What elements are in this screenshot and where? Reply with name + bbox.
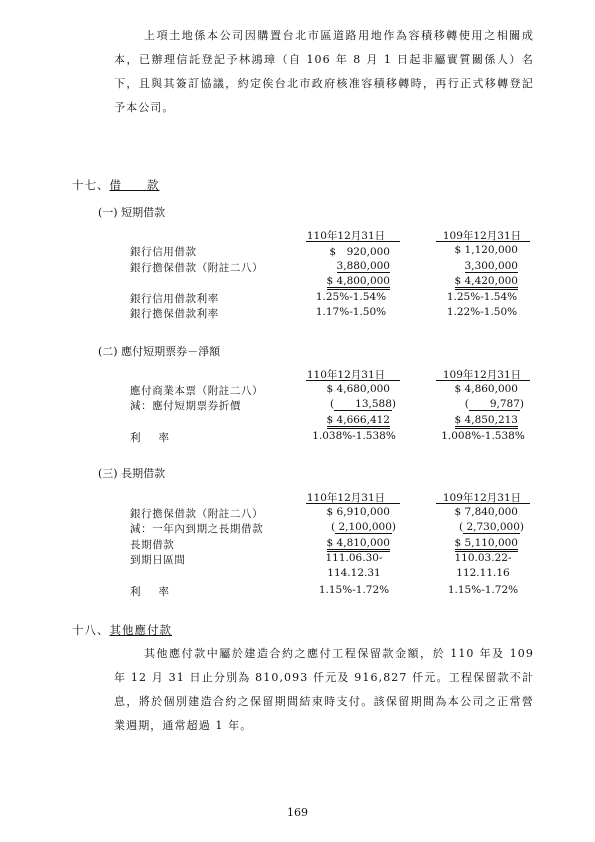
- lt-col-header-110: 110年12月31日: [306, 492, 386, 504]
- short-header-rule-110: [306, 241, 400, 242]
- short-row-value-109: 3,300,000: [464, 260, 518, 272]
- section-18-title: 其他應付款: [109, 623, 172, 637]
- short-rate-label: 銀行信用借款利率: [130, 293, 219, 305]
- section-17-heading: [72, 178, 160, 192]
- land-paragraph: [114, 24, 534, 120]
- lt-period-109-end: 112.11.16: [456, 567, 510, 579]
- lt-row-label: 銀行擔保借款（附註二八）: [130, 508, 264, 520]
- cp-header-rule-110: [306, 380, 400, 381]
- lt-row-value-110: $ 6,910,000: [326, 506, 390, 518]
- short-row-value-110: 3,880,000: [336, 260, 390, 272]
- short-rate-label: 銀行擔保借款利率: [130, 308, 219, 320]
- lt-row-value-109: $ 5,110,000: [430, 537, 518, 549]
- lt-header-rule-109: [436, 503, 530, 504]
- cp-row-label: 減：應付短期票券折價: [130, 400, 241, 412]
- short-rate-110: 1.25%-1.54%: [315, 291, 387, 303]
- cp-col-header-109: 109年12月31日: [442, 369, 522, 381]
- cp-header-rule-109: [436, 380, 530, 381]
- cp-row-value-110: ( 13,588): [330, 398, 396, 410]
- cp-rate-109: 1.008%-1.538%: [441, 430, 525, 442]
- commercial-paper-heading: (二) 應付短期票券－淨額: [98, 345, 221, 358]
- lt-col-header-109: 109年12月31日: [442, 492, 522, 504]
- cp-col-header-110: 110年12月31日: [306, 369, 386, 381]
- lt-rate-110: 1.15%-1.72%: [318, 584, 390, 596]
- cp-row-label: 應付商業本票（附註二八）: [130, 385, 264, 397]
- short-row-label: 銀行擔保借款（附註二八）: [130, 262, 264, 274]
- lt-row-value-110: $ 4,810,000: [300, 537, 390, 549]
- section-17-number: 十七、: [72, 178, 110, 192]
- cp-total-110: $ 4,666,412: [300, 414, 390, 426]
- lt-row-value-110: ( 2,100,000): [331, 521, 396, 533]
- lt-period-110-end: 114.12.31: [327, 567, 381, 579]
- cp-rate-label: 利率: [130, 432, 187, 444]
- section-18-number: 十八、: [72, 623, 110, 637]
- cp-row-value-110: $ 4,680,000: [326, 383, 390, 395]
- section-17-title: 借 款: [109, 178, 160, 192]
- short-header-rule-109: [436, 241, 530, 242]
- lt-rate-109: 1.15%-1.72%: [447, 584, 519, 596]
- short-row-value-110: $ 920,000: [329, 246, 390, 258]
- lt-row-label: 減：一年內到期之長期借款: [130, 523, 264, 535]
- short-rate-109: 1.22%-1.50%: [446, 306, 518, 318]
- long-term-loans-heading: (三) 長期借款: [98, 467, 166, 480]
- lt-period-label: 到期日區間: [130, 554, 186, 566]
- short-col-header-109: 109年12月31日: [442, 230, 522, 242]
- short-row-label: 銀行信用借款: [130, 246, 197, 258]
- short-rate-109: 1.25%-1.54%: [446, 291, 518, 303]
- lt-header-rule-110: [306, 503, 400, 504]
- short-rate-110: 1.17%-1.50%: [315, 306, 387, 318]
- section-18-heading: [72, 623, 172, 637]
- lt-row-value-109: ( 2,730,000): [459, 521, 524, 533]
- cp-total-109: $ 4,850,213: [430, 414, 518, 426]
- page-number: 169: [287, 806, 308, 819]
- payables-paragraph-text: 其他應付款中屬於建造合約之應付工程保留款金額，於 110 年及 109 年 12 月 31 日止分別為 810,093 仟元及 916,827 仟元。工程保留款不計息，將於個別建造合約之保留期間結束時支付。該保留期間為本公司之正常營業週期，通常超過 1 年。: [114, 647, 534, 732]
- short-total-110: $ 4,800,000: [300, 275, 390, 287]
- short-term-loans-heading: (一) 短期借款: [98, 206, 166, 219]
- cp-row-value-109: $ 4,860,000: [454, 383, 518, 395]
- cp-row-value-109: ( 9,787): [464, 398, 524, 410]
- lt-rate-label: 利率: [130, 586, 187, 598]
- lt-period-110-start: 111.06.30-: [325, 552, 383, 564]
- short-row-value-109: $ 1,120,000: [454, 244, 518, 256]
- cp-rate-110: 1.038%-1.538%: [312, 430, 396, 442]
- land-paragraph-text: 上項土地係本公司因購置台北市區道路用地作為容積移轉使用之相關成本，已辦理信託登記予林鴻璋（自 106 年 8 月 1 日起非屬實質關係人）名下，且與其簽訂協議，約定俟台北市政府核准容積移轉時，再行正式移轉登記予本公司。: [114, 29, 534, 114]
- lt-row-value-109: $ 7,840,000: [454, 506, 518, 518]
- lt-period-109-start: 110.03.22-: [454, 552, 512, 564]
- lt-row-label: 長期借款: [130, 539, 175, 551]
- short-total-109: $ 4,420,000: [430, 275, 518, 287]
- short-col-header-110: 110年12月31日: [306, 230, 386, 242]
- payables-paragraph: [114, 642, 534, 738]
